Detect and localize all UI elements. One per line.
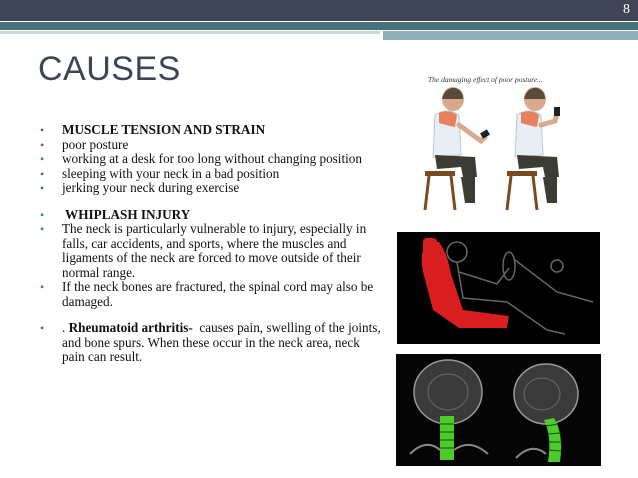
accent-thin-band [0,31,380,34]
accent-band [0,22,638,30]
posture-image [415,85,575,220]
whiplash-image [397,232,600,344]
page-number: 8 [623,2,630,17]
slide-title: CAUSES [38,50,181,88]
accent-light-band [383,31,638,40]
bullet-item: • sleeping with your neck in a bad position [40,167,385,182]
bullet-item: • If the neck bones are fractured, the spinal cord may also be damaged. [40,280,385,309]
bullet-list [40,123,385,365]
top-bar [0,0,638,21]
bullet-item: • . Rheumatoid arthritis- causes pain, swelling of the joints, and bone spurs. When these occur in the neck area, neck pain can result. [40,321,385,365]
bullet-item: • poor posture [40,138,385,153]
image-caption: The damaging effect of poor posture... [428,75,543,84]
bullet-item: • The neck is particularly vulnerable to injury, especially in falls, car accidents, and sports, where the muscles and ligaments of the neck are forced to move outside of their normal range. [40,222,385,280]
spine-xray-image [396,354,601,466]
bullet-item: • working at a desk for too long without changing position [40,152,385,167]
bullet-item: • MUSCLE TENSION AND STRAIN [40,123,385,138]
bullet-item: • jerking your neck during exercise [40,181,385,196]
bullet-item: • WHIPLASH INJURY [40,208,385,223]
